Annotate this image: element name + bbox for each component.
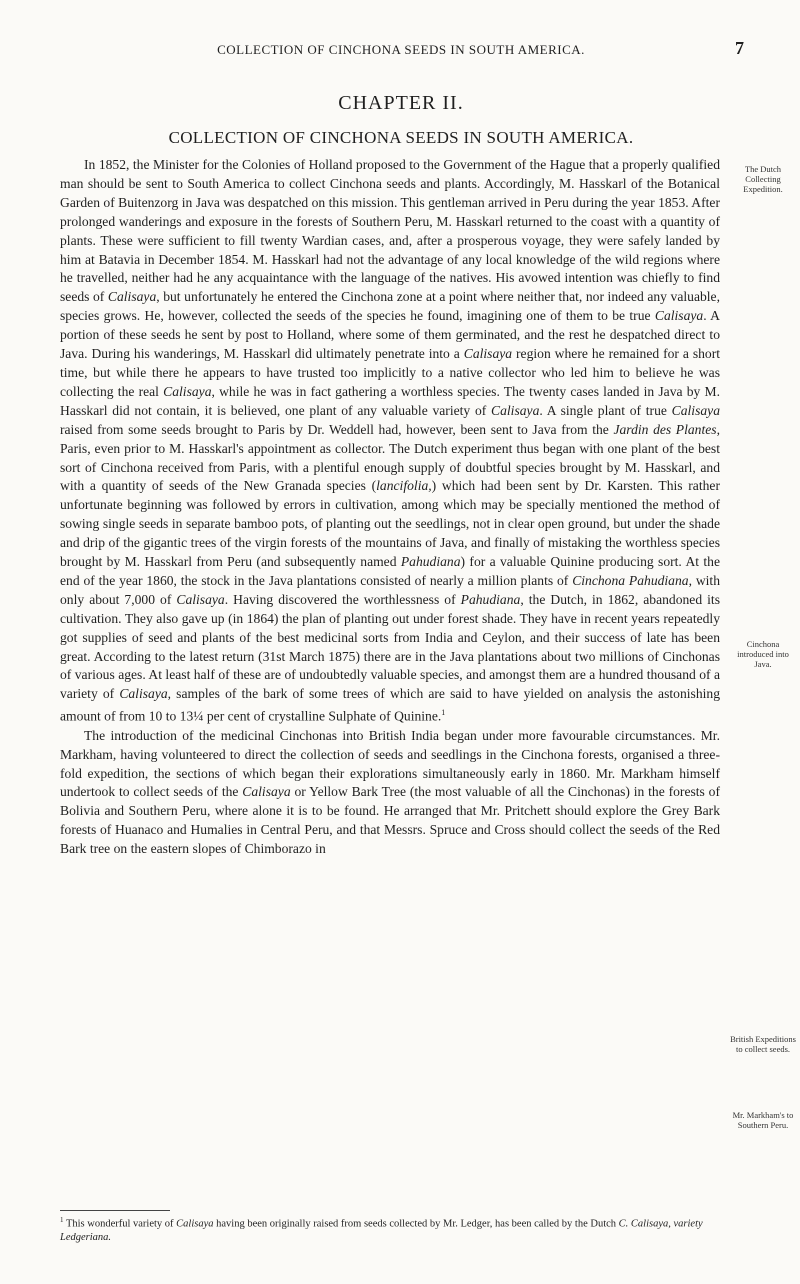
section-title: COLLECTION OF CINCHONA SEEDS IN SOUTH AMERICA.: [168, 128, 634, 147]
chapter-title: CHAPTER II.: [338, 92, 464, 114]
paragraph-dutch-expedition: In 1852, the Minister for the Colonies of Holland proposed to the Government of the Hague that a properly qualified man should be sent to South America to collect Cinchona seeds and plants. Accordingly, M. Hasskarl of the Botanical Garden of Buitenzorg in Java was despatched on this mission. This gentleman arrived in Peru during the year 1853. After prolonged wanderings and exposure in the forests of Southern Peru, M. Hasskarl returned to the coast with a quantity of plants. These were sufficient to fill twenty Wardian cases, and, after a prosperous voyage, they were safely landed by him at Batavia in December 1854. M. Hasskarl had not the advantage of any local knowledge of the wild regions where he travelled, neither had he any acquaintance with the language of the natives. His avowed intention was chiefly to find seeds of Calisaya, but unfortunately he entered the Cinchona zone at a point where neither that, nor indeed any valuable, species grows. He, however, collected the seeds of the species he found, imagining one of them to be true Calisaya. A portion of these seeds he sent by post to Holland, where some of them germinated, and the rest he despatched direct to Java. During his wanderings, M. Hasskarl did ultimately penetrate into a Calisaya region where he remained for a short time, but while there he appears to have trusted too implicitly to a native collector who led him to believe he was collecting the real Calisaya, while he was in fact gathering a worthless species. The twenty cases landed in Java by M. Hasskarl did not contain, it is believed, one plant of any valuable variety of Calisaya. A single plant of true Calisaya raised from some seeds brought to Paris by Dr. Weddell had, however, been sent to Java from the Jardin des Plantes, Paris, even prior to M. Hasskarl's appointment as collector. The Dutch experiment thus began with one plant of the best sort of Cinchona received from Paris, with a plentiful enough supply of doubtful species brought by M. Hasskarl, and with a quantity of seeds of the New Granada species (lancifolia,) which had been sent by Dr. Karsten. This rather unfortunate beginning was followed by errors in cultivation, among which may be specially mentioned the method of sowing single seeds in separate bamboo pots, of planting out the seedlings, not in clear open ground, but under the shade and drip of the gigantic trees of the virgin forests of the mountains of Java, and finally of mistaking the worthless species brought by M. Hasskarl from Peru (and subsequently named Pahudiana) for a valuable Quinine producing sort. At the end of the year 1860, the stock in the Java plantations consisted of nearly a million plants of Cinchona Pahudiana, with only about 7,000 of Calisaya. Having discovered the worthlessness of Pahudiana, the Dutch, in 1862, abandoned its cultivation. They also gave up (in 1864) the plan of planting out under forest shade. They have in recent years repeatedly got supplies of seed and plants of the best medicinal sorts from India and Ceylon, and their success of late has been great. According to the latest return (31st March 1875) there are in the Java plantations about two millions of Cinchonas of various ages. At least half of these are of undoubtedly valuable species, and amongst them are a hundred thousand of a variety of Calisaya, samples of the bark of some trees of which are said to have yielded on analysis the astonishing amount of from 10 to 13¼ per cent of crystalline Sulphate of Quinine.$^1$: [60, 157, 721, 724]
side-note-cinchona-java: Cinchona introduced into Java.: [737, 639, 789, 669]
running-head: COLLECTION OF CINCHONA SEEDS IN SOUTH AMERICA.: [217, 42, 585, 57]
footnote: $^1$ This wonderful variety of Calisaya having been originally raised from seeds collected by Mr. Ledger, has been called by the Dutch C. Calisaya, variety Ledgeriana.: [60, 1216, 703, 1243]
side-note-markham: Mr. Markham's to Southern Peru.: [732, 1110, 794, 1130]
side-note-dutch-expedition: The Dutch Collecting Expedition.: [743, 164, 783, 194]
page-number: 7: [735, 38, 744, 58]
footnote-rule: [60, 1210, 170, 1211]
side-note-british-expeditions: British Expeditions to collect seeds.: [730, 1034, 796, 1054]
body-text: [60, 156, 720, 859]
paragraph-british-india: The introduction of the medicinal Cinchonas into British India began under more favourable circumstances. Mr. Markham, having volunteered to direct the collection of seeds and seedlings in the Cinchona forests, organised a three-fold expedition, the sections of which began their explorations simultaneously early in 1860. Mr. Markham himself undertook to collect seeds of the Calisaya or Yellow Bark Tree (the most valuable of all the Cinchonas) in the forests of Bolivia and Southern Peru, where alone it is to be found. He arranged that Mr. Pritchett should explore the Grey Bark forests of Huanaco and Humalies in Central Peru, and that Messrs. Spruce and Cross should collect the seeds of the Red Bark tree on the eastern slopes of Chimborazo in: [60, 727, 720, 857]
footnote-reference: 1: [441, 708, 446, 718]
